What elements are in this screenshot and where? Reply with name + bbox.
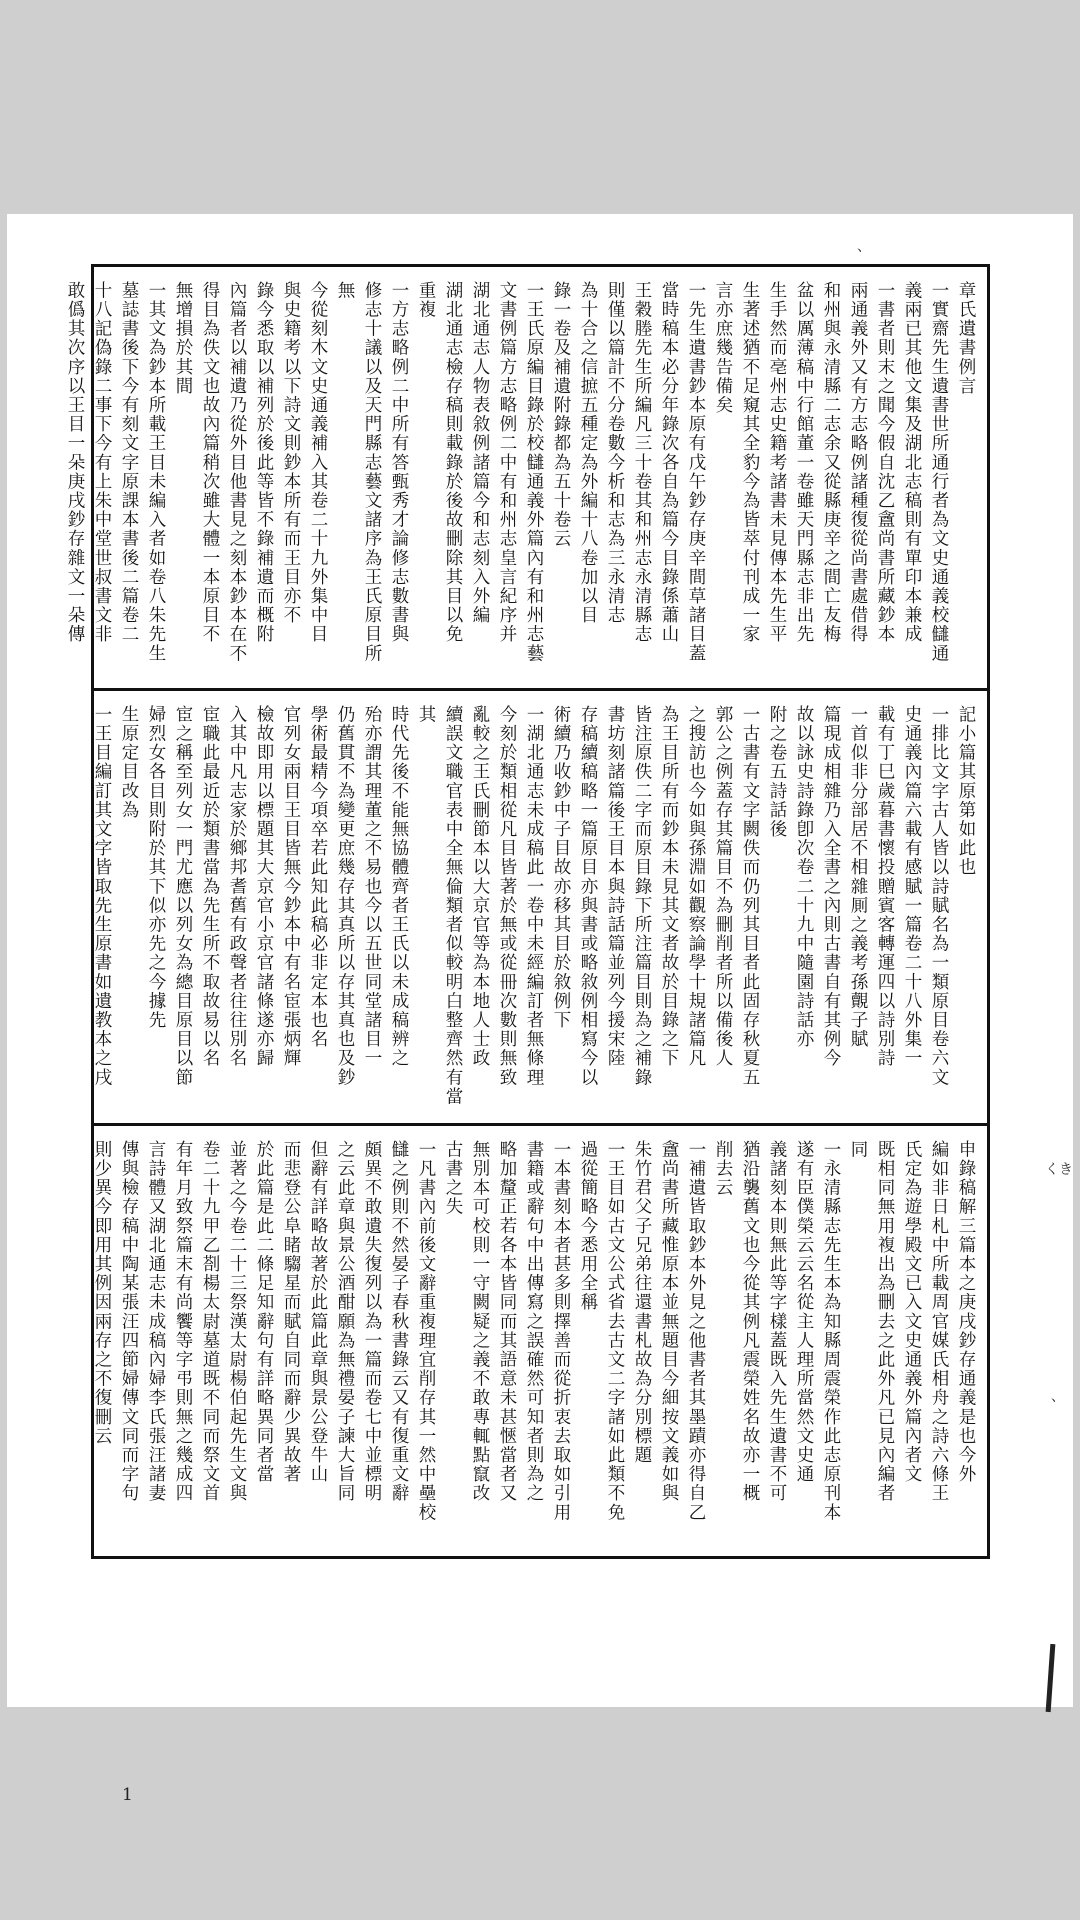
text-column: 則僅以篇計不分卷數今析和志為三永清志 [605, 281, 625, 625]
text-column: 之云此章與景公酒酣願為無禮晏子諫大旨同 [335, 1140, 355, 1503]
text-column: 存稿續稿略一篇原目亦與書或略敘例相寫今以 [578, 705, 598, 1087]
text-column: 修志十議以及天門縣志藝文諸序為王氏原目所無 [335, 281, 382, 663]
text-column: 於此篇是此二條足知辭句有詳略異同者當 [254, 1140, 274, 1484]
text-column: 一首似非分部居不相雜厠之義考孫覿子賦 [848, 705, 868, 1049]
text-column: 一王目編訂其文字皆取先生原書如遺教本之戌 [92, 705, 112, 1087]
text-column: 同 [848, 1140, 868, 1160]
text-column: 一先生遺書鈔本原有戊午鈔存庚辛間草諸目蓋 [686, 281, 706, 663]
scan-edge-mark [1046, 1644, 1056, 1712]
text-column: 記小篇其原第如此也 [956, 705, 976, 877]
text-column: 無增損於其間 [173, 281, 193, 396]
text-column: 編如非日札中所載周官媒氏相舟之詩六條王 [929, 1140, 949, 1503]
text-column: 盆以厲薄稿中行館董一卷雖天門縣志非出先 [794, 281, 814, 644]
text-column: 略加釐正若各本皆同而其語意未甚愜當者又 [497, 1140, 517, 1503]
text-column: 錄今悉取以補列於後此等皆不錄補遺而概附 [254, 281, 274, 644]
text-column: 既相同無用複出為刪去之此外凡已見內編者 [875, 1140, 895, 1503]
text-column: 一其文為鈔本所載王目未編入者如卷八朱先生 [146, 281, 166, 663]
text-column: 之搜訪也今如與孫淵如觀察論學十規諸篇凡 [686, 705, 706, 1068]
text-column: 郭公之例蓋存其篇目不為刪削者所以備後人 [713, 705, 733, 1068]
text-column: 義兩已其他文集及湖北志稿則有單印本兼成 [902, 281, 922, 644]
text-column: 生著述猶不足窺其全豹今為皆萃付刊成一家 [740, 281, 760, 644]
text-column: 生原定目改為 [119, 705, 139, 820]
text-column: 書籍或辭句中出傳寫之誤確然可知者則為之 [524, 1140, 544, 1503]
text-column: 一排比文字古人皆以詩賦名為一類原目卷六文 [929, 705, 949, 1087]
text-column: 仍舊貫不為變更庶幾存其真所以存其真也及鈔 [335, 705, 355, 1087]
text-column: 讎之例則不然晏子春秋書錄云又有復重文辭 [389, 1140, 409, 1503]
text-column: 一永清縣志先生本為知縣周震榮作此志原刊本 [821, 1140, 841, 1522]
text-column: 皆注原佚二字而原目錄下所注篇目則為之補錄 [632, 705, 652, 1087]
text-column: 湖北通志檢存稿則載錄於後故刪除其目以免 [443, 281, 463, 644]
text-column: 傳與檢存稿中陶某張汪四節婦傳文同而字句 [119, 1140, 139, 1503]
text-column: 為十合之信摭五種定為外編十八卷加以目 [578, 281, 598, 625]
margin-note: くき [1045, 1162, 1073, 1178]
margin-note: 、 [857, 239, 871, 255]
text-column: 生手然而亳州志史籍考諸書未見傳本先生平 [767, 281, 787, 644]
column-group [92, 1140, 979, 1546]
text-column: 宦職此最近於類書當為先生所不取故易以名 [200, 705, 220, 1068]
text-column: 盦尚書所藏惟原本並無題目今細按文義如與 [659, 1140, 679, 1503]
text-band-top [65, 267, 987, 691]
text-column: 重複 [416, 281, 436, 320]
text-column: 湖北通志人物表敘例諸篇今和志刻入外編 [470, 281, 490, 625]
text-column: 今從刻木文史通義補入其卷二十九外集中目 [308, 281, 328, 644]
text-column: 墓誌書後下今有刻文字原課本書後二篇卷二 [119, 281, 139, 644]
text-column: 婦烈女各目則附於其下似亦先之今據先 [146, 705, 166, 1030]
text-column: 言亦庶幾告備矣 [713, 281, 733, 415]
text-column: 與史籍考以下詩文則鈔本所有而王目亦不 [281, 281, 301, 625]
text-column: 但辭有詳略故著於此篇此章與景公登牛山 [308, 1140, 328, 1484]
text-column: 內篇者以補遺乃從外目他書見之刻本鈔本在不 [227, 281, 247, 663]
text-column: 宦之稱至列女一門尤應以列女為總目原目以節 [173, 705, 193, 1087]
text-column: 官列女兩目王目皆無今鈔本中有名宦張炳輝 [281, 705, 301, 1068]
text-column: 續誤文職官表中全無倫類者似較明白整齊然有當其 [416, 705, 463, 1107]
text-band-bottom [94, 1126, 987, 1556]
text-column: 書坊刻諸篇後王目本與詩話篇並列今援宋陸 [605, 705, 625, 1068]
text-column: 入其中凡志家於鄉邦耆舊有政聲者往往別名 [227, 705, 247, 1068]
text-column: 亂較之王氏刪節本以大京官等為本地人士政 [470, 705, 490, 1068]
text-column: 一本書刻本者甚多則擇善而從折衷去取如引用 [551, 1140, 571, 1522]
text-column: 卷二十九甲乙剳楊太尉墓道既不同而祭文首 [200, 1140, 220, 1503]
column-group [92, 705, 979, 1113]
text-column: 朱竹君父子兄弟往還書札故為分別標題 [632, 1140, 652, 1465]
margin-note: 、 [1051, 1389, 1065, 1405]
text-column: 一王氏原編目錄於校讎通義外篇內有和州志藝 [524, 281, 544, 663]
text-column: 故以詠史詩錄卽次卷二十九中隨園詩話亦 [794, 705, 814, 1049]
text-column: 一凡書內前後文辭重複理宜削存其一然中壘校 [416, 1140, 436, 1522]
text-column: 當時稿本必分年錄次各自為篇今目錄係蕭山 [659, 281, 679, 644]
text-column: 兩通義外又有方志略例諸種復從尚書處借得 [848, 281, 868, 644]
text-column: 並著之今卷二十三祭漢太尉楊伯起先生文與 [227, 1140, 247, 1503]
text-column: 篇現成相雜乃入全書之內則古書自有其例今 [821, 705, 841, 1068]
text-column: 過從簡略今悉用全稱 [578, 1140, 598, 1312]
text-column: 而悲登公阜睹騶星而賦自同而辭少異故著 [281, 1140, 301, 1484]
text-column: 和州與永清縣二志余又從縣庚辛之間亡友梅 [821, 281, 841, 644]
text-column: 遂有臣僕榮云云名從主人理所當然文史通 [794, 1140, 814, 1484]
page-number: 1 [122, 1785, 133, 1805]
text-column: 文書例篇方志略例二中有和州志皇言紀序并 [497, 281, 517, 644]
text-column: 申錄稿解三篇本之庚戌鈔存通義是也今外 [956, 1140, 976, 1484]
text-column: 附之卷五詩話後 [767, 705, 787, 839]
page-sheet [7, 214, 1073, 1805]
text-column: 無別本可校則一守闕疑之義不敢專輒點竄改 [470, 1140, 490, 1503]
text-band-middle [94, 691, 987, 1126]
text-column: 則少異今即用其例因兩存之不復刪云 [92, 1140, 112, 1446]
text-column: 十八記偽錄二事下今有上朱中堂世叔書文非 [92, 281, 112, 644]
text-column: 一王目如古文公式省去古文二字諸如此類不免 [605, 1140, 625, 1522]
text-column: 今刻於類相從凡目皆著於無或從冊次數則無致 [497, 705, 517, 1087]
text-column: 一實齋先生遺書世所通行者為文史通義校讎通 [929, 281, 949, 663]
text-column: 義諸刻本則無此等字樣蓋既入先生遺書不可 [767, 1140, 787, 1503]
text-column: 章氏遺書例言 [956, 281, 976, 396]
text-column: 削去云 [713, 1140, 733, 1198]
text-column: 有年月致祭篇末有尚饗等字弔則無之幾成四 [173, 1140, 193, 1503]
text-frame [65, 264, 990, 1559]
text-column: 為王目所有而鈔本未見其文者故於目錄之下 [659, 705, 679, 1068]
text-column: 術續乃收鈔中子目故亦移其目於敘例下 [551, 705, 571, 1030]
text-column: 錄一卷及補遺附錄都為五十卷云 [551, 281, 571, 549]
text-column: 時代先後不能無協體齊者王氏以未成稿辨之 [389, 705, 409, 1068]
text-column: 一補遺皆取鈔本外見之他書者其墨蹟亦得自乙 [686, 1140, 706, 1522]
text-column: 一方志略例二中所有答甄秀才論修志數書與 [389, 281, 409, 644]
text-column: 頗異不敢遺失復列以為一篇而卷七中並標明 [362, 1140, 382, 1503]
text-column: 一湖北通志未成稿此一卷中未經編訂者無條理 [524, 705, 544, 1087]
column-group [65, 281, 979, 678]
text-column: 古書之失 [443, 1140, 463, 1217]
text-column: 猶沿襲舊文也今從其例凡震榮姓名故亦一概 [740, 1140, 760, 1503]
text-column: 氏定為遊學殿文已入文史通義外篇內者文 [902, 1140, 922, 1484]
text-column: 得目為佚文也故內篇稍次雖大體一本原目不 [200, 281, 220, 644]
text-column: 言詩體又湖北通志未成稿內婦李氏張汪諸妻 [146, 1140, 166, 1503]
text-column: 學術最精今項卒若此知此稿必非定本也名 [308, 705, 328, 1049]
text-column: 一古書有文字闕佚而仍列其目者此固存秋夏五 [740, 705, 760, 1087]
text-column: 載有丁巳歲暮書懷投贈賓客轉運四以詩別詩 [875, 705, 895, 1068]
text-column: 殆亦謂其理董之不易也今以五世同堂諸目一 [362, 705, 382, 1068]
text-column: 史通義內篇六載有感賦一篇卷二十八外集一 [902, 705, 922, 1068]
text-column: 一書者則末之聞今假自沈乙盦尚書所藏鈔本 [875, 281, 895, 644]
text-column: 敢僞其次序以王目一朵庚戌鈔存雜文一朵傳 [65, 281, 85, 644]
text-column: 檢故即用以標題其大京官小京官諸條遂亦歸 [254, 705, 274, 1068]
text-column: 王穀塍先生所編凡三十卷其和州志永清縣志 [632, 281, 652, 644]
